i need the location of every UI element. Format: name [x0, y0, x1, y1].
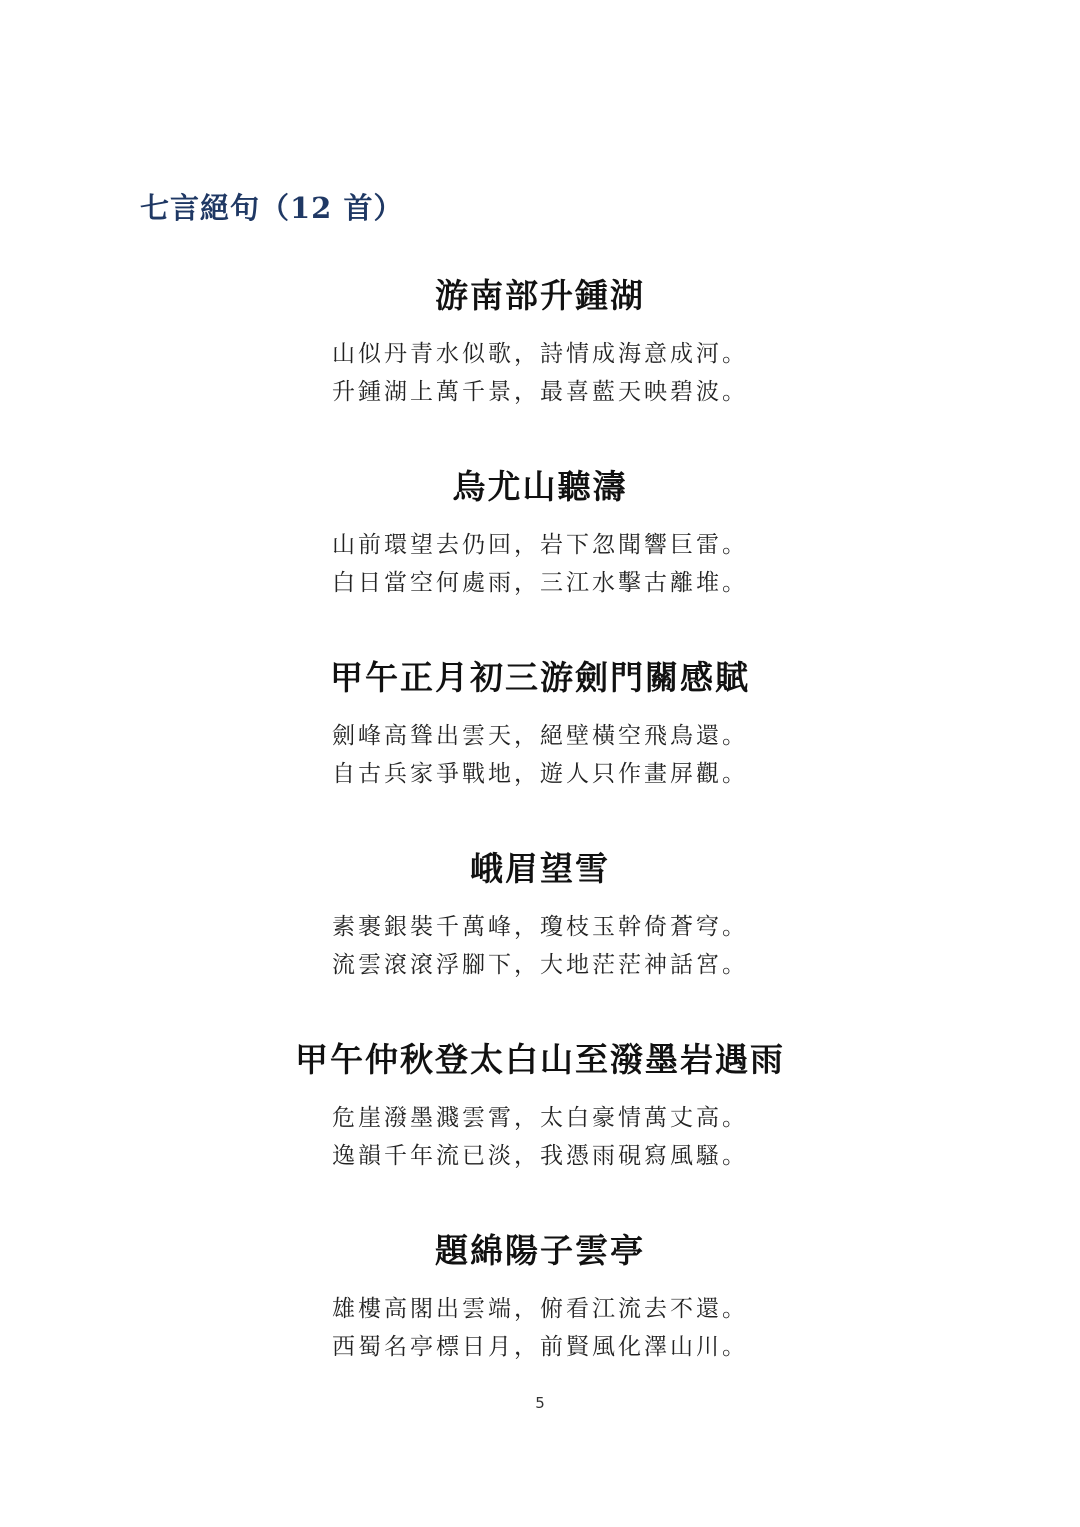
poem	[0, 273, 1080, 411]
poem-line: 自古兵家爭戰地，遊人只作畫屏觀。	[332, 761, 748, 787]
poem-line: 雄樓高閣出雲端，俯看江流去不還。	[332, 1296, 748, 1322]
section-heading: 七言絕句（12 首）	[140, 191, 404, 225]
poem-title: 題綿陽子雲亭	[435, 1231, 645, 1270]
poem	[0, 464, 1080, 602]
poem-title: 甲午仲秋登太白山至潑墨岩遇雨	[295, 1040, 785, 1079]
poem-line: 素裹銀裝千萬峰，瓊枝玉幹倚蒼穹。	[332, 914, 748, 940]
poem	[0, 846, 1080, 984]
poem-title: 游南部升鍾湖	[435, 276, 645, 315]
poem	[0, 1037, 1080, 1175]
poem-line: 逸韻千年流已淡，我憑雨硯寫風騷。	[332, 1143, 748, 1169]
poem-line: 山前環望去仍回，岩下忽聞響巨雷。	[332, 532, 748, 558]
poem-line: 山似丹青水似歌，詩情成海意成河。	[332, 341, 748, 367]
poem-line: 流雲滾滾浮腳下，大地茫茫神話宮。	[332, 952, 748, 978]
poem-line: 西蜀名亭標日月，前賢風化澤山川。	[332, 1334, 748, 1360]
poem-body	[332, 526, 748, 602]
poem-line: 白日當空何處雨，三江水擊古離堆。	[332, 570, 748, 596]
page-number: 5	[535, 1394, 545, 1412]
poem-body	[332, 1099, 748, 1175]
poem-title: 烏尤山聽濤	[452, 467, 628, 506]
poem-body	[332, 335, 748, 411]
poem-body	[332, 717, 748, 793]
poem	[0, 1228, 1080, 1366]
poem-body	[332, 908, 748, 984]
poem	[0, 655, 1080, 793]
poem-body	[332, 1290, 748, 1366]
poem-line: 升鍾湖上萬千景，最喜藍天映碧波。	[332, 379, 748, 405]
poem-title: 甲午正月初三游劍門關感賦	[330, 658, 750, 697]
poem-line: 劍峰高聳出雲天，絕壁橫空飛鳥還。	[332, 723, 748, 749]
poem-title: 峨眉望雪	[470, 849, 610, 888]
poem-line: 危崖潑墨濺雲霄，太白豪情萬丈高。	[332, 1105, 748, 1131]
